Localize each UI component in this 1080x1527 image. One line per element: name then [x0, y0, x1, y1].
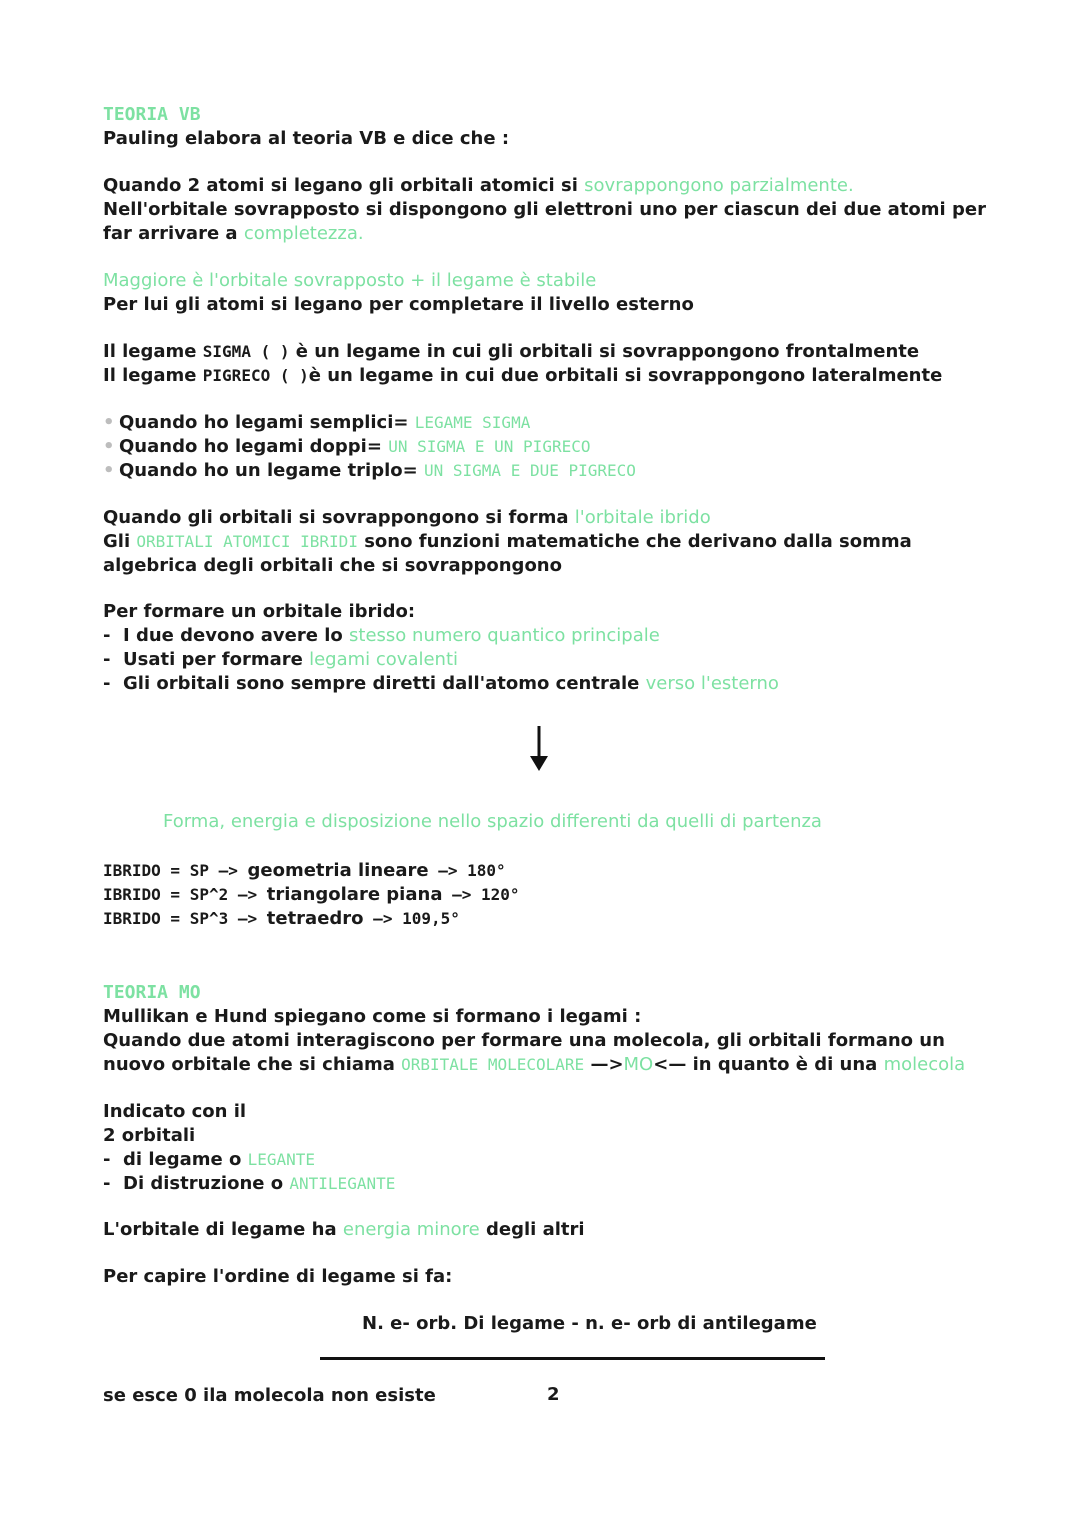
list-item: • Quando ho legami semplici= LEGAME SIGMA — [103, 412, 531, 433]
arrow-down-icon — [528, 726, 550, 772]
highlight: completezza. — [243, 223, 364, 244]
form-title: Per formare un orbitale ibrido: — [103, 601, 416, 622]
hybrid-line-3: algebrica degli orbitali che si sovrappongono — [103, 555, 562, 576]
mo-order: Per capire l'ordine di legame si fa: — [103, 1266, 453, 1287]
hybrid-line-1: Quando gli orbitali si sovrappongono si forma l'orbitale ibrido — [103, 507, 711, 528]
dash-icon: - — [103, 1149, 111, 1170]
mo-title: TEORIA MO — [103, 982, 201, 1003]
vb-outer-level: Per lui gli atomi si legano per completare il livello esterno — [103, 294, 694, 315]
mo-two-orbitals: 2 orbitali — [103, 1125, 196, 1146]
dash-icon: - — [103, 649, 111, 670]
list-item: - Usati per formare legami covalenti — [103, 649, 459, 670]
bullet-icon: • — [103, 412, 115, 433]
forma-line: Forma, energia e disposizione nello spazio differenti da quelli di partenza — [163, 811, 822, 832]
fraction-denominator: 2 — [547, 1384, 560, 1405]
bullet-icon: • — [103, 460, 115, 481]
fraction-bar — [320, 1357, 825, 1360]
hybrid-sp3: IBRIDO = SP^3 —> tetraedro —> 109,5° — [103, 908, 460, 929]
mo-indicato: Indicato con il — [103, 1101, 247, 1122]
hybrid-sp2: IBRIDO = SP^2 —> triangolare piana —> 120° — [103, 884, 520, 905]
dash-icon: - — [103, 673, 111, 694]
sigma-definition: Il legame SIGMA ( ) è un legame in cui gli orbitali si sovrappongono frontalmente — [103, 341, 920, 362]
vb-title: TEORIA VB — [103, 104, 201, 125]
mo-exit: se esce 0 ila molecola non esiste — [103, 1385, 436, 1406]
hybrid-sp: IBRIDO = SP —> geometria lineare —> 180° — [103, 860, 506, 881]
fraction-numerator: N. e- orb. Di legame - n. e- orb di antilegame — [362, 1313, 817, 1334]
list-item: - I due devono avere lo stesso numero quantico principale — [103, 625, 660, 646]
pigreco-definition: Il legame PIGRECO ( )è un legame in cui due orbitali si sovrappongono lateralmente — [103, 365, 943, 386]
vb-paragraph-3: far arrivare a completezza. — [103, 223, 364, 244]
vb-paragraph-2: Nell'orbitale sovrapposto si dispongono gli elettroni uno per ciascun dei due atomi per — [103, 199, 986, 220]
mo-line-2: Quando due atomi interagiscono per formare una molecola, gli orbitali formano un — [103, 1030, 945, 1051]
mo-line-1: Mullikan e Hund spiegano come si formano i legami : — [103, 1006, 642, 1027]
hybrid-line-2: Gli ORBITALI ATOMICI IBRIDI sono funzioni matematiche che derivano dalla somma — [103, 531, 912, 552]
list-item: - di legame o LEGANTE — [103, 1149, 316, 1170]
list-item: • Quando ho un legame triplo= UN SIGMA E DUE PIGRECO — [103, 460, 636, 481]
vb-stability: Maggiore è l'orbitale sovrapposto + il legame è stabile — [103, 270, 597, 291]
highlight: sovrappongono parzialmente. — [584, 175, 854, 196]
mo-energy: L'orbitale di legame ha energia minore degli altri — [103, 1219, 585, 1240]
bullet-icon: • — [103, 436, 115, 457]
vb-paragraph-1: Quando 2 atomi si legano gli orbitali atomici si sovrappongono parzialmente. — [103, 175, 854, 196]
mo-line-3: nuovo orbitale che si chiama ORBITALE MOLECOLARE —>MO<— in quanto è di una molecola — [103, 1054, 966, 1075]
list-item: • Quando ho legami doppi= UN SIGMA E UN PIGRECO — [103, 436, 591, 457]
list-item: - Di distruzione o ANTILEGANTE — [103, 1173, 396, 1194]
list-item: - Gli orbitali sono sempre diretti dall'atomo centrale verso l'esterno — [103, 673, 779, 694]
dash-icon: - — [103, 625, 111, 646]
dash-icon: - — [103, 1173, 111, 1194]
vb-intro: Pauling elabora al teoria VB e dice che : — [103, 128, 510, 149]
